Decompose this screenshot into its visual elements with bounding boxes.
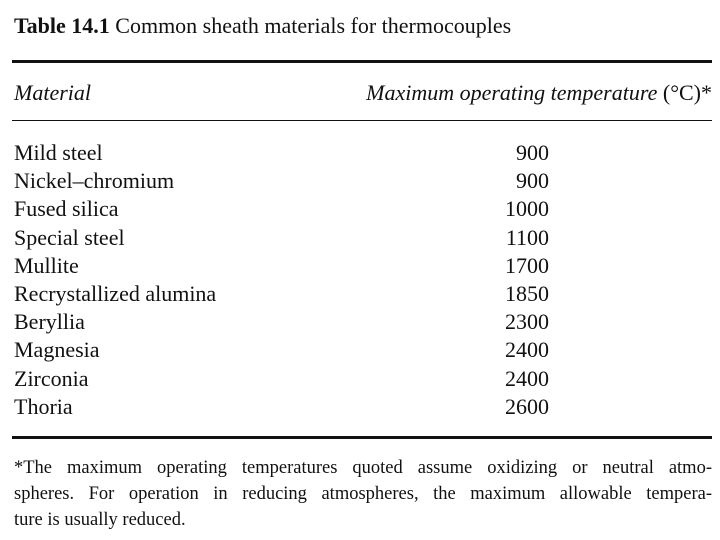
column-header-temperature xyxy=(366,80,712,106)
table-row xyxy=(0,308,720,336)
material-cell: Nickel–chromium xyxy=(14,168,175,194)
footnote-line: spheres. For operation in reducing atmospheres, the maximum allowable tempera- xyxy=(14,484,712,504)
temperature-cell: 900 xyxy=(516,168,549,194)
table-row xyxy=(0,336,720,364)
table-row xyxy=(0,365,720,393)
table-row xyxy=(0,252,720,280)
table-footnote xyxy=(14,455,712,533)
material-cell: Mild steel xyxy=(14,140,103,165)
column-header-temperature-label: Maximum operating temperature xyxy=(366,80,658,105)
table-header-rule xyxy=(12,120,712,121)
temperature-cell: 1100 xyxy=(505,224,549,250)
footnote-line: ture is usually reduced. xyxy=(14,510,186,530)
table-row xyxy=(0,195,720,223)
table-row xyxy=(0,167,720,195)
material-cell: Zirconia xyxy=(14,365,89,391)
table-body xyxy=(0,139,720,421)
table-row xyxy=(0,393,720,421)
material-cell: Thoria xyxy=(14,393,73,419)
column-header-temperature-unit: (°C)* xyxy=(662,80,712,105)
table-row xyxy=(0,139,720,167)
table-row xyxy=(0,280,720,308)
footnote-line: *The maximum operating temperatures quoted assume oxidizing or neutral atmo- xyxy=(14,458,712,478)
temperature-cell: 900 xyxy=(516,140,549,165)
material-cell: Mullite xyxy=(14,252,79,278)
temperature-cell: 2400 xyxy=(505,337,549,363)
material-cell: Recrystallized alumina xyxy=(14,280,217,306)
temperature-cell: 2300 xyxy=(505,309,549,335)
table-title: Common sheath materials for thermocouples xyxy=(115,13,512,38)
temperature-cell: 1700 xyxy=(505,252,549,278)
temperature-cell: 1000 xyxy=(505,196,549,222)
temperature-cell: 1850 xyxy=(505,280,549,306)
temperature-cell: 2600 xyxy=(505,393,549,419)
material-cell: Fused silica xyxy=(14,196,119,222)
material-cell: Special steel xyxy=(14,224,125,250)
table-bottom-rule xyxy=(12,436,712,439)
material-cell: Magnesia xyxy=(14,337,100,363)
table-top-rule xyxy=(12,60,712,63)
table-row xyxy=(0,224,720,252)
material-cell: Beryllia xyxy=(14,309,85,335)
table-caption xyxy=(14,13,511,39)
temperature-cell: 2400 xyxy=(505,365,549,391)
table-number: Table 14.1 xyxy=(14,13,110,38)
column-header-material: Material xyxy=(14,80,91,105)
